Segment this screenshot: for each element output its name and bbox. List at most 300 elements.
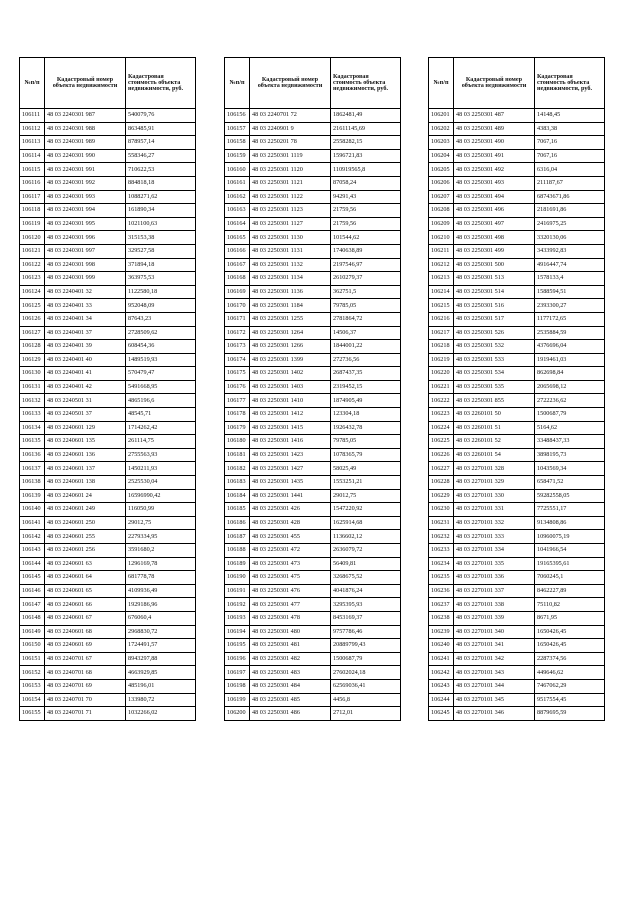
cadastral-value-cell: 14148,45 (535, 109, 605, 123)
cadastral-number-cell: 48 03 2240601 63 (45, 557, 126, 571)
row-number-cell: 106138 (20, 476, 45, 490)
cadastral-value-cell: 863485,91 (126, 122, 196, 136)
table-row (225, 503, 401, 517)
row-number-cell: 106173 (225, 340, 250, 354)
table-row (20, 285, 196, 299)
cadastral-number-cell: 48 03 2240601 68 (45, 625, 126, 639)
row-number-cell: 106172 (225, 326, 250, 340)
table-row (429, 530, 605, 544)
table-row (20, 204, 196, 218)
row-number-cell: 106227 (429, 462, 454, 476)
table-row (20, 611, 196, 625)
table-row (20, 136, 196, 150)
row-number-cell: 106167 (225, 258, 250, 272)
row-number-cell: 106130 (20, 367, 45, 381)
table-row (225, 285, 401, 299)
table-row (225, 408, 401, 422)
row-number-cell: 106126 (20, 312, 45, 326)
cadastral-number-cell: 48 03 2270101 340 (454, 625, 535, 639)
cadastral-number-cell: 48 03 2240701 69 (45, 679, 126, 693)
row-number-cell: 106128 (20, 340, 45, 354)
table-row (429, 163, 605, 177)
cadastral-number-cell: 48 03 2270101 336 (454, 571, 535, 585)
table-row (225, 353, 401, 367)
cadastral-number-cell: 48 03 2250301 533 (454, 353, 535, 367)
table-row (429, 503, 605, 517)
table-row (20, 122, 196, 136)
row-number-cell: 106129 (20, 353, 45, 367)
row-number-cell: 106166 (225, 244, 250, 258)
table-row (225, 462, 401, 476)
cadastral-number-cell: 48 03 2240301 994 (45, 204, 126, 218)
cadastral-number-cell: 48 03 2240501 37 (45, 408, 126, 422)
row-number-cell: 106154 (20, 693, 45, 707)
row-number-cell: 106141 (20, 516, 45, 530)
cadastral-value-cell: 2535884,59 (535, 326, 605, 340)
cadastral-number-cell: 48 03 2250301 513 (454, 272, 535, 286)
table-row (20, 625, 196, 639)
row-number-cell: 106135 (20, 435, 45, 449)
table-row (20, 312, 196, 326)
table-row (429, 380, 605, 394)
cadastral-value-cell: 21759,56 (331, 217, 401, 231)
cadastral-number-cell: 48 03 2250301 1435 (250, 476, 331, 490)
cadastral-value-cell: 94291,43 (331, 190, 401, 204)
row-number-cell: 106234 (429, 557, 454, 571)
row-number-cell: 106161 (225, 176, 250, 190)
cadastral-value-cell: 4456,8 (331, 693, 401, 707)
row-number-cell: 106223 (429, 408, 454, 422)
cadastral-number-cell: 48 03 2240301 995 (45, 217, 126, 231)
cadastral-number-cell: 48 03 2270101 339 (454, 611, 535, 625)
cadastral-number-cell: 48 03 2240601 137 (45, 462, 126, 476)
table-row (225, 639, 401, 653)
cadastral-number-cell: 48 03 2240301 987 (45, 109, 126, 123)
cadastral-number-cell: 48 03 2240301 996 (45, 231, 126, 245)
cadastral-value-cell: 315153,38 (126, 231, 196, 245)
cadastral-number-cell: 48 03 2270101 335 (454, 557, 535, 571)
table-row (225, 557, 401, 571)
table-row (225, 611, 401, 625)
row-number-cell: 106127 (20, 326, 45, 340)
header-number: №п/п (20, 58, 45, 109)
table-row (429, 435, 605, 449)
cadastral-number-cell: 48 03 2250301 485 (250, 693, 331, 707)
table-row (20, 272, 196, 286)
cadastral-value-cell: 710622,53 (126, 163, 196, 177)
table-row (429, 204, 605, 218)
table-row (225, 258, 401, 272)
table-row (429, 122, 605, 136)
cadastral-number-cell: 48 03 2240401 34 (45, 312, 126, 326)
table-body (20, 109, 196, 721)
cadastral-value-cell: 1450211,93 (126, 462, 196, 476)
table-row (225, 530, 401, 544)
cadastral-number-cell: 48 03 2250301 1184 (250, 299, 331, 313)
row-number-cell: 106200 (225, 707, 250, 721)
table-row (225, 367, 401, 381)
row-number-cell: 106221 (429, 380, 454, 394)
cadastral-value-cell: 2755563,93 (126, 448, 196, 462)
cadastral-value-cell: 2416975,25 (535, 217, 605, 231)
cadastral-number-cell: 48 03 2250301 1255 (250, 312, 331, 326)
cadastral-number-cell: 48 03 2250301 498 (454, 231, 535, 245)
row-number-cell: 106184 (225, 489, 250, 503)
row-number-cell: 106222 (429, 394, 454, 408)
table-row (20, 394, 196, 408)
cadastral-value-cell: 21611145,69 (331, 122, 401, 136)
cadastral-number-cell: 48 03 2240601 64 (45, 571, 126, 585)
cadastral-value-cell: 449646,62 (535, 666, 605, 680)
cadastral-value-cell: 3898195,73 (535, 448, 605, 462)
table-header-row (20, 58, 196, 109)
cadastral-value-cell: 87058,24 (331, 176, 401, 190)
row-number-cell: 106145 (20, 571, 45, 585)
row-number-cell: 106133 (20, 408, 45, 422)
table-row (225, 652, 401, 666)
table-row (20, 557, 196, 571)
cadastral-number-cell: 48 03 2270101 342 (454, 652, 535, 666)
row-number-cell: 106159 (225, 149, 250, 163)
table-row (225, 299, 401, 313)
row-number-cell: 106231 (429, 516, 454, 530)
row-number-cell: 106206 (429, 176, 454, 190)
cadastral-value-cell: 1041966,54 (535, 544, 605, 558)
row-number-cell: 106112 (20, 122, 45, 136)
table-row (429, 367, 605, 381)
table-row (429, 693, 605, 707)
row-number-cell: 106178 (225, 408, 250, 422)
table-row (225, 421, 401, 435)
table-row (429, 571, 605, 585)
table-row (429, 476, 605, 490)
row-number-cell: 106152 (20, 666, 45, 680)
cadastral-value-cell: 1489519,93 (126, 353, 196, 367)
cadastral-value-cell: 1714262,42 (126, 421, 196, 435)
cadastral-value-cell: 1862481,49 (331, 109, 401, 123)
row-number-cell: 106235 (429, 571, 454, 585)
cadastral-number-cell: 48 03 2240301 989 (45, 136, 126, 150)
table-row (429, 516, 605, 530)
table-row (20, 231, 196, 245)
cadastral-number-cell: 48 03 2240401 41 (45, 367, 126, 381)
cadastral-value-cell: 19165395,61 (535, 557, 605, 571)
cadastral-number-cell: 48 03 2250301 480 (250, 625, 331, 639)
row-number-cell: 106119 (20, 217, 45, 231)
table-row (20, 707, 196, 721)
cadastral-value-cell: 5491668,95 (126, 380, 196, 394)
row-number-cell: 106125 (20, 299, 45, 313)
cadastral-number-cell: 48 03 2240601 24 (45, 489, 126, 503)
row-number-cell: 106148 (20, 611, 45, 625)
row-number-cell: 106147 (20, 598, 45, 612)
cadastral-number-cell: 48 03 2240601 249 (45, 503, 126, 517)
table-row (429, 462, 605, 476)
cadastral-number-cell: 48 03 2250301 1416 (250, 435, 331, 449)
cadastral-number-cell: 48 03 2250301 1427 (250, 462, 331, 476)
cadastral-number-cell: 48 03 2250301 484 (250, 679, 331, 693)
table-row (429, 598, 605, 612)
cadastral-number-cell: 48 03 2240601 256 (45, 544, 126, 558)
row-number-cell: 106171 (225, 312, 250, 326)
cadastral-value-cell: 1553251,21 (331, 476, 401, 490)
cadastral-value-cell: 7467062,29 (535, 679, 605, 693)
row-number-cell: 106170 (225, 299, 250, 313)
cadastral-value-cell: 4383,38 (535, 122, 605, 136)
row-number-cell: 106163 (225, 204, 250, 218)
cadastral-value-cell: 362751,5 (331, 285, 401, 299)
cadastral-number-cell: 48 03 2270101 338 (454, 598, 535, 612)
table-row (225, 666, 401, 680)
cadastral-value-cell: 7060245,1 (535, 571, 605, 585)
cadastral-value-cell: 570479,47 (126, 367, 196, 381)
cadastral-value-cell: 1625914,68 (331, 516, 401, 530)
row-number-cell: 106203 (429, 136, 454, 150)
table-row (429, 176, 605, 190)
table-row (225, 340, 401, 354)
cadastral-value-cell: 2728509,62 (126, 326, 196, 340)
cadastral-number-cell: 48 03 2240601 129 (45, 421, 126, 435)
cadastral-value-cell: 1596721,83 (331, 149, 401, 163)
row-number-cell: 106175 (225, 367, 250, 381)
cadastral-value-cell: 56409,81 (331, 557, 401, 571)
header-cadastral-value: Кадастровая стоимость объекта недвижимости, руб. (535, 58, 605, 109)
table-row (225, 176, 401, 190)
cadastral-value-cell: 6316,04 (535, 163, 605, 177)
cadastral-value-cell: 1500687,79 (331, 652, 401, 666)
cadastral-number-cell: 48 03 2250301 1264 (250, 326, 331, 340)
row-number-cell: 106134 (20, 421, 45, 435)
row-number-cell: 106188 (225, 544, 250, 558)
cadastral-number-cell: 48 03 2240601 69 (45, 639, 126, 653)
cadastral-value-cell: 2525530,04 (126, 476, 196, 490)
table-body (429, 109, 605, 721)
cadastral-value-cell: 1588594,51 (535, 285, 605, 299)
row-number-cell: 106220 (429, 367, 454, 381)
table-row (429, 272, 605, 286)
header-cadastral-number: Кадастровый номер объекта недвижимости (45, 58, 126, 109)
cadastral-value-cell: 1122580,18 (126, 285, 196, 299)
cadastral-number-cell: 48 03 2250301 492 (454, 163, 535, 177)
cadastral-number-cell: 48 03 2240401 40 (45, 353, 126, 367)
cadastral-value-cell: 2065698,12 (535, 380, 605, 394)
row-number-cell: 106230 (429, 503, 454, 517)
cadastral-number-cell: 48 03 2240601 66 (45, 598, 126, 612)
cadastral-number-cell: 48 03 2250301 483 (250, 666, 331, 680)
cadastral-number-cell: 48 03 2250301 1121 (250, 176, 331, 190)
row-number-cell: 106111 (20, 109, 45, 123)
table-row (429, 149, 605, 163)
table-header-row (429, 58, 605, 109)
table-row (20, 299, 196, 313)
table-row (20, 462, 196, 476)
cadastral-number-cell: 48 03 2250301 1119 (250, 149, 331, 163)
row-number-cell: 106191 (225, 584, 250, 598)
cadastral-number-cell: 48 03 2270101 328 (454, 462, 535, 476)
row-number-cell: 106240 (429, 639, 454, 653)
cadastral-number-cell: 48 03 2250301 426 (250, 503, 331, 517)
row-number-cell: 106176 (225, 380, 250, 394)
row-number-cell: 106143 (20, 544, 45, 558)
table-row (20, 258, 196, 272)
cadastral-number-cell: 48 03 2250301 1120 (250, 163, 331, 177)
row-number-cell: 106144 (20, 557, 45, 571)
table-row (20, 149, 196, 163)
table-row (225, 693, 401, 707)
table-row (429, 408, 605, 422)
cadastral-value-cell: 1929186,96 (126, 598, 196, 612)
row-number-cell: 106118 (20, 204, 45, 218)
cadastral-number-cell: 48 03 2250201 78 (250, 136, 331, 150)
table-row (429, 584, 605, 598)
row-number-cell: 106229 (429, 489, 454, 503)
row-number-cell: 106164 (225, 217, 250, 231)
cadastral-number-cell: 48 03 2240601 138 (45, 476, 126, 490)
cadastral-value-cell: 862698,84 (535, 367, 605, 381)
table-row (225, 571, 401, 585)
cadastral-number-cell: 48 03 2250301 517 (454, 312, 535, 326)
row-number-cell: 106239 (429, 625, 454, 639)
cadastral-value-cell: 87643,23 (126, 312, 196, 326)
row-number-cell: 106142 (20, 530, 45, 544)
cadastral-number-cell: 48 03 2240301 993 (45, 190, 126, 204)
cadastral-value-cell: 2968830,72 (126, 625, 196, 639)
cadastral-value-cell: 7067,16 (535, 136, 605, 150)
cadastral-number-cell: 48 03 2240701 68 (45, 666, 126, 680)
table-row (429, 109, 605, 123)
row-number-cell: 106177 (225, 394, 250, 408)
table-row (20, 693, 196, 707)
table-row (429, 353, 605, 367)
table-row (20, 489, 196, 503)
row-number-cell: 106140 (20, 503, 45, 517)
table-row (20, 217, 196, 231)
cadastral-value-cell: 7067,16 (535, 149, 605, 163)
cadastral-number-cell: 48 03 2240901 9 (250, 122, 331, 136)
row-number-cell: 106117 (20, 190, 45, 204)
cadastral-number-cell: 48 03 2250301 1399 (250, 353, 331, 367)
table-row (225, 149, 401, 163)
cadastral-value-cell: 29012,75 (331, 489, 401, 503)
cadastral-number-cell: 48 03 2250301 497 (454, 217, 535, 231)
row-number-cell: 106217 (429, 326, 454, 340)
cadastral-value-cell: 5164,62 (535, 421, 605, 435)
cadastral-value-cell: 1088271,62 (126, 190, 196, 204)
row-number-cell: 106185 (225, 503, 250, 517)
cadastral-value-cell: 123304,18 (331, 408, 401, 422)
table-row (20, 598, 196, 612)
cadastral-value-cell: 8453169,37 (331, 611, 401, 625)
cadastral-number-cell: 48 03 2270101 333 (454, 530, 535, 544)
cadastral-value-cell: 2687437,35 (331, 367, 401, 381)
row-number-cell: 106120 (20, 231, 45, 245)
row-number-cell: 106174 (225, 353, 250, 367)
cadastral-value-cell: 1650426,45 (535, 625, 605, 639)
table-row (225, 544, 401, 558)
cadastral-value-cell: 2181691,86 (535, 204, 605, 218)
cadastral-value-cell: 3591680,2 (126, 544, 196, 558)
cadastral-number-cell: 48 03 2270101 344 (454, 679, 535, 693)
row-number-cell: 106205 (429, 163, 454, 177)
cadastral-number-cell: 48 03 2250301 1410 (250, 394, 331, 408)
row-number-cell: 106136 (20, 448, 45, 462)
cadastral-value-cell: 59282558,05 (535, 489, 605, 503)
cadastral-number-cell: 48 03 2270101 332 (454, 516, 535, 530)
cadastral-number-cell: 48 03 2270101 331 (454, 503, 535, 517)
cadastral-table-3 (428, 57, 605, 721)
cadastral-value-cell: 7725551,17 (535, 503, 605, 517)
table-row (225, 136, 401, 150)
cadastral-value-cell: 4916447,74 (535, 258, 605, 272)
cadastral-number-cell: 48 03 2240701 70 (45, 693, 126, 707)
cadastral-number-cell: 48 03 2250301 1132 (250, 258, 331, 272)
cadastral-number-cell: 48 03 2250301 1122 (250, 190, 331, 204)
row-number-cell: 106115 (20, 163, 45, 177)
cadastral-number-cell: 48 03 2250301 473 (250, 557, 331, 571)
cadastral-value-cell: 658471,52 (535, 476, 605, 490)
cadastral-value-cell: 8943297,88 (126, 652, 196, 666)
cadastral-value-cell: 14506,37 (331, 326, 401, 340)
cadastral-value-cell: 29012,75 (126, 516, 196, 530)
row-number-cell: 106189 (225, 557, 250, 571)
table-row (225, 435, 401, 449)
cadastral-number-cell: 48 03 2270101 330 (454, 489, 535, 503)
row-number-cell: 106181 (225, 448, 250, 462)
cadastral-number-cell: 48 03 2270101 329 (454, 476, 535, 490)
table-row (20, 516, 196, 530)
table-row (429, 421, 605, 435)
row-number-cell: 106224 (429, 421, 454, 435)
table-row (225, 204, 401, 218)
row-number-cell: 106131 (20, 380, 45, 394)
table-row (20, 408, 196, 422)
row-number-cell: 106150 (20, 639, 45, 653)
cadastral-value-cell: 1926432,78 (331, 421, 401, 435)
row-number-cell: 106122 (20, 258, 45, 272)
row-number-cell: 106199 (225, 693, 250, 707)
row-number-cell: 106180 (225, 435, 250, 449)
row-number-cell: 106158 (225, 136, 250, 150)
row-number-cell: 106113 (20, 136, 45, 150)
cadastral-number-cell: 48 03 2250301 1130 (250, 231, 331, 245)
row-number-cell: 106201 (429, 109, 454, 123)
table-row (429, 258, 605, 272)
cadastral-value-cell: 363975,53 (126, 272, 196, 286)
row-number-cell: 106207 (429, 190, 454, 204)
cadastral-value-cell: 3295395,93 (331, 598, 401, 612)
cadastral-number-cell: 48 03 2250301 1423 (250, 448, 331, 462)
row-number-cell: 106215 (429, 299, 454, 313)
row-number-cell: 106114 (20, 149, 45, 163)
table-row (225, 448, 401, 462)
row-number-cell: 106242 (429, 666, 454, 680)
table-row (429, 190, 605, 204)
cadastral-number-cell: 48 03 2270101 345 (454, 693, 535, 707)
cadastral-value-cell: 116050,99 (126, 503, 196, 517)
table-row (429, 557, 605, 571)
cadastral-number-cell: 48 03 2250301 1412 (250, 408, 331, 422)
header-number: №п/п (225, 58, 250, 109)
table-row (225, 584, 401, 598)
cadastral-value-cell: 10960075,19 (535, 530, 605, 544)
row-number-cell: 106160 (225, 163, 250, 177)
cadastral-number-cell: 48 03 2240301 999 (45, 272, 126, 286)
cadastral-number-cell: 48 03 2250301 487 (454, 109, 535, 123)
table-row (429, 136, 605, 150)
table-row (225, 190, 401, 204)
table-row (20, 353, 196, 367)
cadastral-value-cell: 4865196,6 (126, 394, 196, 408)
